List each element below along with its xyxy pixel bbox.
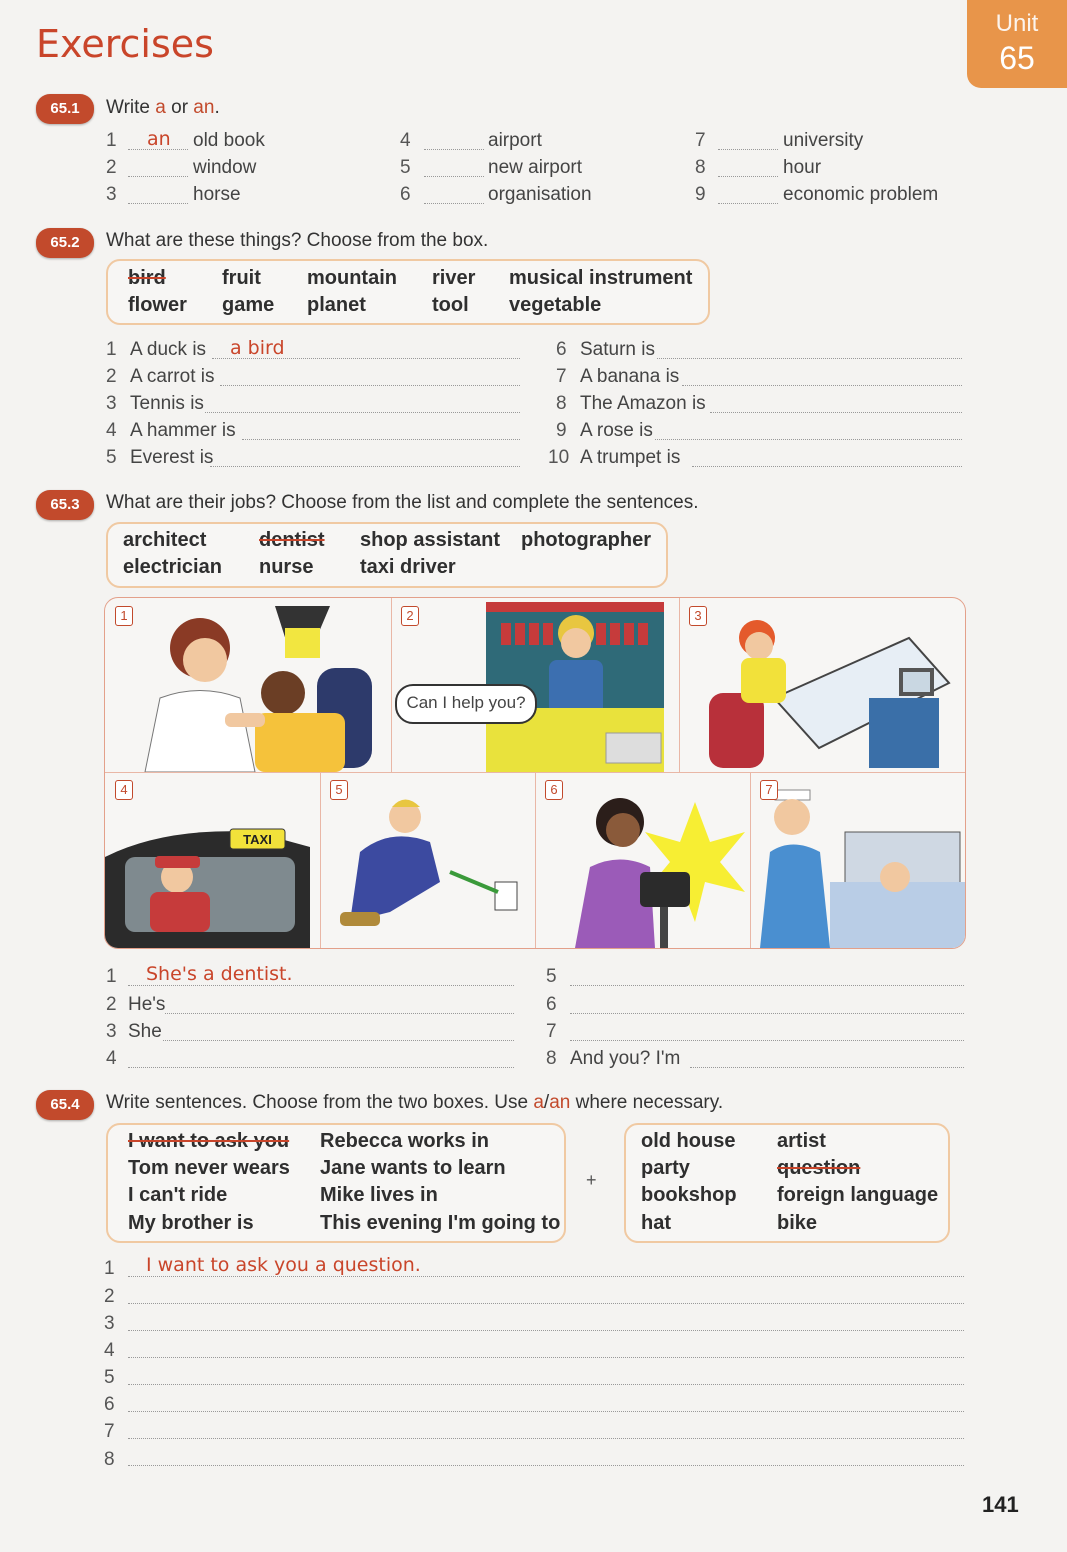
box-word: game bbox=[222, 294, 275, 316]
box-word-used: bird bbox=[128, 267, 166, 289]
answer-blank[interactable] bbox=[128, 1465, 964, 1466]
answer-blank[interactable] bbox=[424, 149, 484, 150]
picture-electrician bbox=[320, 772, 536, 948]
item-number: 4 bbox=[104, 1340, 115, 1361]
item-number: 6 bbox=[546, 994, 557, 1015]
example-answer: I want to ask you a question. bbox=[146, 1254, 421, 1276]
answer-blank[interactable] bbox=[692, 466, 962, 467]
instruction-text: or bbox=[165, 97, 194, 118]
exercise-badge-65-1: 65.1 bbox=[36, 94, 94, 124]
picture-number: 3 bbox=[689, 606, 707, 626]
box-word-used: dentist bbox=[259, 529, 325, 551]
item-word: university bbox=[783, 130, 864, 151]
answer-blank[interactable] bbox=[242, 439, 520, 440]
answer-blank[interactable] bbox=[682, 385, 962, 386]
plus-sign: + bbox=[586, 1170, 597, 1190]
box-phrase-used: I want to ask you bbox=[128, 1130, 290, 1152]
item-word: economic problem bbox=[783, 184, 939, 205]
item-number: 8 bbox=[695, 157, 706, 178]
item-number: 4 bbox=[106, 420, 117, 441]
box-word: party bbox=[641, 1157, 690, 1179]
box-phrase: Tom never wears bbox=[128, 1157, 290, 1179]
item-number: 3 bbox=[106, 184, 117, 205]
item-number: 4 bbox=[400, 130, 411, 151]
item-number: 4 bbox=[106, 1048, 117, 1069]
item-prompt: Tennis is bbox=[130, 393, 204, 414]
answer-blank[interactable] bbox=[128, 985, 514, 986]
item-prompt: A banana is bbox=[580, 366, 680, 387]
item-prompt: A duck is bbox=[130, 339, 207, 360]
taxi-sign: TAXI bbox=[243, 832, 272, 847]
item-number: 6 bbox=[104, 1394, 115, 1415]
item-number: 8 bbox=[556, 393, 567, 414]
answer-blank[interactable] bbox=[570, 1040, 964, 1041]
exercise-instruction bbox=[106, 97, 220, 119]
item-number: 5 bbox=[104, 1367, 115, 1388]
item-number: 5 bbox=[400, 157, 411, 178]
item-number: 3 bbox=[106, 1021, 117, 1042]
item-word: organisation bbox=[488, 184, 592, 205]
item-number: 1 bbox=[106, 130, 117, 151]
exercise-badge-65-2: 65.2 bbox=[36, 228, 94, 258]
unit-label: Unit bbox=[995, 10, 1039, 37]
answer-blank[interactable] bbox=[220, 385, 520, 386]
item-prompt: And you? I'm bbox=[570, 1048, 681, 1069]
item-number: 5 bbox=[106, 447, 117, 468]
instruction-text: where necessary. bbox=[570, 1092, 724, 1113]
answer-blank[interactable] bbox=[718, 203, 778, 204]
item-number: 3 bbox=[104, 1313, 115, 1334]
item-word: window bbox=[193, 157, 257, 178]
item-number: 8 bbox=[546, 1048, 557, 1069]
answer-blank[interactable] bbox=[128, 1067, 514, 1068]
answer-blank[interactable] bbox=[128, 203, 188, 204]
box-word: river bbox=[432, 267, 476, 289]
item-prompt: A hammer is bbox=[130, 420, 236, 441]
box-word: photographer bbox=[521, 529, 651, 551]
exercise-instruction: What are these things? Choose from the box. bbox=[106, 230, 489, 251]
exercise-instruction: What are their jobs? Choose from the list and complete the sentences. bbox=[106, 492, 699, 513]
item-word: hour bbox=[783, 157, 822, 178]
photographer-illustration bbox=[535, 772, 750, 948]
page-title: Exercises bbox=[36, 22, 214, 66]
picture-photographer bbox=[535, 772, 751, 948]
instruction-text: Write bbox=[106, 97, 156, 118]
instruction-text: . bbox=[214, 97, 220, 118]
box-word: shop assistant bbox=[360, 529, 501, 551]
item-number: 2 bbox=[106, 994, 117, 1015]
picture-dentist bbox=[105, 598, 392, 773]
item-number: 3 bbox=[106, 393, 117, 414]
item-number: 7 bbox=[556, 366, 567, 387]
box-phrase: Mike lives in bbox=[320, 1184, 438, 1206]
picture-number: 1 bbox=[115, 606, 133, 626]
item-prompt: A trumpet is bbox=[580, 447, 681, 468]
exercise-badge-65-4: 65.4 bbox=[36, 1090, 94, 1120]
exercise-instruction bbox=[106, 1092, 723, 1114]
answer-blank[interactable] bbox=[424, 203, 484, 204]
architect-illustration bbox=[679, 598, 965, 772]
picture-architect bbox=[679, 598, 965, 773]
item-word: horse bbox=[193, 184, 241, 205]
box-word: electrician bbox=[123, 556, 222, 578]
item-number: 5 bbox=[546, 966, 557, 987]
item-prompt: A carrot is bbox=[130, 366, 215, 387]
item-number: 9 bbox=[695, 184, 706, 205]
item-number: 1 bbox=[106, 966, 117, 987]
box-phrase: I can't ride bbox=[128, 1184, 228, 1206]
item-word: old book bbox=[193, 130, 265, 151]
box-word: architect bbox=[123, 529, 207, 551]
answer-blank[interactable] bbox=[657, 358, 962, 359]
item-number: 2 bbox=[104, 1286, 115, 1307]
taxi-illustration bbox=[105, 772, 320, 948]
answer-blank[interactable] bbox=[128, 176, 188, 177]
answer-blank[interactable] bbox=[718, 176, 778, 177]
item-number: 1 bbox=[104, 1258, 115, 1279]
answer-blank[interactable] bbox=[128, 1384, 964, 1385]
instruction-keyword: a bbox=[533, 1092, 544, 1113]
picture-number: 4 bbox=[115, 780, 133, 800]
item-prompt: Everest is bbox=[130, 447, 214, 468]
answer-blank[interactable] bbox=[570, 985, 964, 986]
instruction-keyword: a bbox=[155, 97, 166, 118]
answer-blank[interactable] bbox=[128, 1276, 964, 1277]
item-number: 7 bbox=[695, 130, 706, 151]
answer-blank[interactable] bbox=[165, 1013, 514, 1014]
item-number: 1 bbox=[106, 339, 117, 360]
dentist-illustration bbox=[105, 598, 391, 772]
item-number: 8 bbox=[104, 1449, 115, 1470]
answer-blank[interactable] bbox=[210, 466, 520, 467]
picture-nurse bbox=[750, 772, 965, 948]
box-phrase: This evening I'm going to bbox=[320, 1212, 561, 1234]
answer-blank[interactable] bbox=[128, 1303, 964, 1304]
item-number: 10 bbox=[548, 447, 570, 468]
exercise-badge-65-3: 65.3 bbox=[36, 490, 94, 520]
picture-number: 5 bbox=[330, 780, 348, 800]
answer-blank[interactable] bbox=[690, 1067, 964, 1068]
answer-blank[interactable] bbox=[128, 1438, 964, 1439]
item-number: 7 bbox=[104, 1421, 115, 1442]
box-word: musical instrument bbox=[509, 267, 693, 289]
electrician-illustration bbox=[320, 772, 535, 948]
example-answer: an bbox=[147, 128, 171, 150]
unit-number: 65 bbox=[999, 40, 1035, 76]
instruction-keyword: an bbox=[193, 97, 215, 118]
item-prompt: He's bbox=[128, 994, 166, 1015]
answer-blank[interactable] bbox=[718, 149, 778, 150]
speech-bubble: Can I help you? bbox=[395, 684, 537, 724]
box-word: artist bbox=[777, 1130, 826, 1152]
item-prompt: She bbox=[128, 1021, 162, 1042]
box-word: fruit bbox=[222, 267, 261, 289]
item-number: 6 bbox=[400, 184, 411, 205]
picture-number: 6 bbox=[545, 780, 563, 800]
item-word: airport bbox=[488, 130, 542, 151]
item-number: 2 bbox=[106, 157, 117, 178]
item-number: 2 bbox=[106, 366, 117, 387]
page-number: 141 bbox=[982, 1492, 1019, 1517]
jobs-illustration-panel bbox=[104, 597, 966, 949]
picture-taxi-driver bbox=[105, 772, 321, 948]
box-word: old house bbox=[641, 1130, 736, 1152]
box-word: hat bbox=[641, 1212, 671, 1234]
instruction-keyword: an bbox=[549, 1092, 571, 1113]
item-prompt: Saturn is bbox=[580, 339, 655, 360]
box-word: mountain bbox=[307, 267, 397, 289]
box-word: foreign language bbox=[777, 1184, 939, 1206]
box-word: nurse bbox=[259, 556, 314, 578]
box-word-used: question bbox=[777, 1157, 861, 1179]
instruction-text: Write sentences. Choose from the two boxes. Use bbox=[106, 1092, 534, 1113]
picture-number: 7 bbox=[760, 780, 778, 800]
unit-tab bbox=[967, 0, 1067, 88]
box-word: vegetable bbox=[509, 294, 602, 316]
item-number: 6 bbox=[556, 339, 567, 360]
picture-number: 2 bbox=[401, 606, 419, 626]
box-word: planet bbox=[307, 294, 366, 316]
answer-blank[interactable] bbox=[205, 412, 520, 413]
item-word: new airport bbox=[488, 157, 582, 178]
answer-blank[interactable] bbox=[128, 1411, 964, 1412]
answer-blank[interactable] bbox=[128, 1330, 964, 1331]
answer-blank[interactable] bbox=[710, 412, 962, 413]
nurse-illustration bbox=[750, 772, 965, 948]
box-phrase: Jane wants to learn bbox=[320, 1157, 506, 1179]
example-answer: She's a dentist. bbox=[146, 963, 293, 985]
picture-shop-assistant bbox=[391, 598, 680, 773]
answer-blank[interactable] bbox=[655, 439, 962, 440]
box-phrase: Rebecca works in bbox=[320, 1130, 489, 1152]
answer-blank[interactable] bbox=[570, 1013, 964, 1014]
box-word: flower bbox=[128, 294, 187, 316]
example-answer: a bird bbox=[230, 337, 285, 359]
box-word: taxi driver bbox=[360, 556, 456, 578]
item-prompt: The Amazon is bbox=[580, 393, 706, 414]
item-prompt: A rose is bbox=[580, 420, 653, 441]
answer-blank[interactable] bbox=[163, 1040, 514, 1041]
item-number: 7 bbox=[546, 1021, 557, 1042]
box-word: bike bbox=[777, 1212, 818, 1234]
box-word: bookshop bbox=[641, 1184, 737, 1206]
box-word: tool bbox=[432, 294, 469, 316]
item-number: 9 bbox=[556, 420, 567, 441]
instruction-text: / bbox=[543, 1092, 550, 1113]
answer-blank[interactable] bbox=[424, 176, 484, 177]
box-phrase: My brother is bbox=[128, 1212, 254, 1234]
answer-blank[interactable] bbox=[128, 1357, 964, 1358]
